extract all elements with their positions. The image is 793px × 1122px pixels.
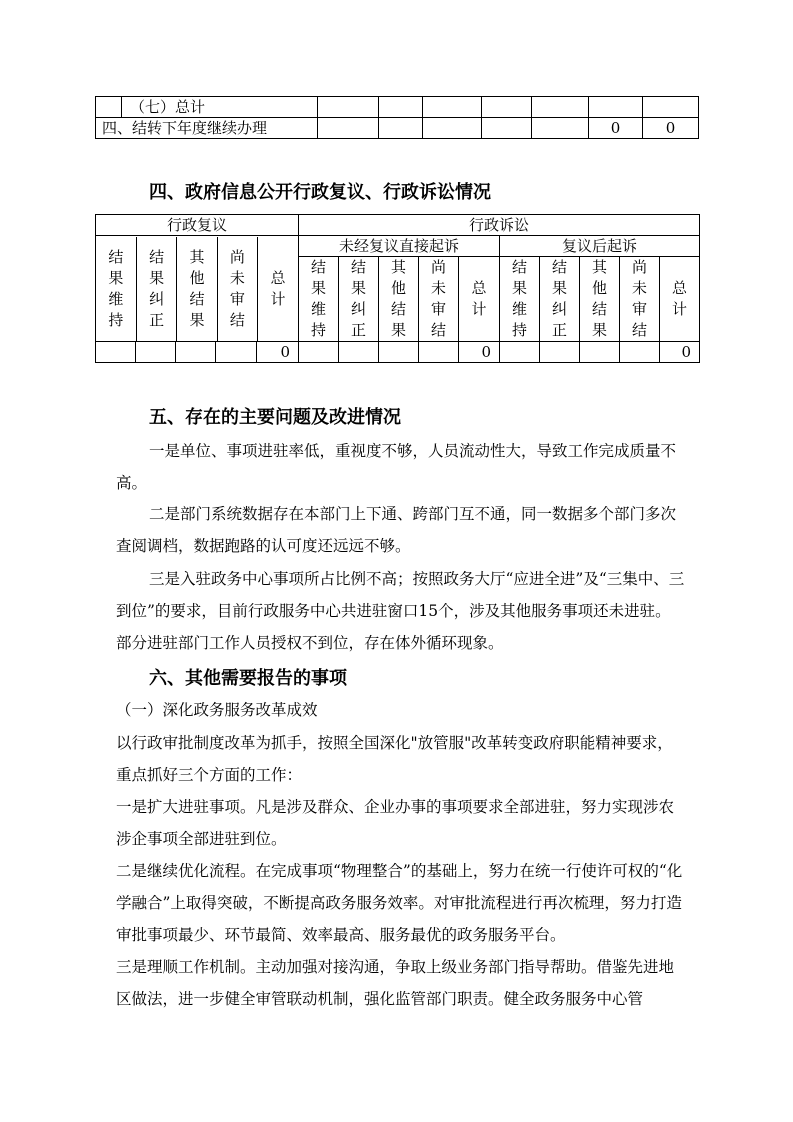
table-row (96, 342, 700, 363)
post-review-suit-header: 复议后起诉 (500, 236, 700, 257)
section-heading: 四、政府信息公开行政复议、行政诉讼情况 (149, 182, 491, 203)
col-header: 其他结果 (390, 258, 406, 339)
col-header: 结果纠正 (149, 247, 165, 329)
row-label: （七）总计 (121, 97, 317, 118)
cell (620, 342, 660, 363)
admin-litigation-header: 行政诉讼 (299, 215, 700, 236)
col-header: 其他结果 (591, 258, 607, 339)
cell (339, 342, 379, 363)
cell: 0 (589, 118, 643, 139)
row-label: 四、结转下年度继续办理 (96, 118, 318, 139)
cell (136, 342, 176, 363)
section-heading: 五、存在的主要问题及改进情况 (149, 407, 401, 428)
col-header: 尚未审结 (631, 258, 647, 339)
paragraph: 三是理顺工作机制。主动加强对接沟通，争取上级业务部门指导帮助。借鉴先进地区做法，进一步健全审管联动机制，强化监管部门职责。健全政务服务中心管 (116, 958, 675, 1008)
cell (378, 97, 423, 118)
col-header: 结果维持 (310, 258, 326, 339)
col-header: 其他结果 (189, 247, 205, 329)
cell (540, 342, 580, 363)
col-header: 结果维持 (511, 258, 527, 339)
cell (317, 97, 378, 118)
summary-table-continuation (95, 96, 699, 139)
cell: 0 (643, 118, 699, 139)
col-header: 总计 (672, 279, 688, 318)
cell (532, 118, 589, 139)
cell (532, 97, 589, 118)
cell (419, 342, 459, 363)
admin-review-header: 行政复议 (96, 215, 299, 236)
col-header: 尚未审结 (430, 258, 446, 339)
table-header-row (96, 236, 700, 257)
review-litigation-table (95, 214, 700, 363)
cell (216, 342, 257, 363)
cell (423, 118, 482, 139)
cell (500, 342, 540, 363)
cell (176, 342, 216, 363)
paragraph: 二是继续优化流程。在完成事项“物理整合”的基础上，努力在统一行使许可权的“化学融合”上取得突破，不断提高政务服务效率。对审批流程进行再次梳理，努力打造审批事项最少、环节最简、效率最高、服务最优的政务服务平台。 (116, 862, 683, 944)
cell (378, 118, 423, 139)
cell (299, 342, 339, 363)
cell (96, 342, 136, 363)
paragraph: 以行政审批制度改革为抓手，按照全国深化"放管服"改革转变政府职能精神要求，重点抓好三个方面的工作： (116, 734, 673, 784)
table-row (96, 118, 699, 139)
paragraph: 一是扩大进驻事项。凡是涉及群众、企业办事的事项要求全部进驻，努力实现涉农涉企事项全部进驻到位。 (116, 798, 675, 848)
cell (423, 97, 482, 118)
cell: 0 (257, 342, 299, 363)
table-row (96, 97, 699, 118)
col-header: 尚未审结 (229, 247, 245, 329)
section-heading: 六、其他需要报告的事项 (149, 668, 347, 689)
cell (482, 118, 532, 139)
paragraph: 二是部门系统数据存在本部门上下通、跨部门互不通，同一数据多个部门多次查阅调档，数据跑路的认可度还远远不够。 (116, 505, 677, 555)
col-header: 总计 (270, 268, 286, 308)
paragraph: 一是单位、事项进驻率低，重视度不够，人员流动性大，导致工作完成质量不高。 (116, 442, 677, 492)
col-header: 总计 (471, 279, 487, 318)
col-header: 结果纠正 (350, 258, 366, 339)
paragraph: 三是入驻政务中心事项所占比例不高；按照政务大厅“应进全进”及“三集中、三到位”的要求，目前行政服务中心共进驻窗口15个，涉及其他服务事项还未进驻。部分进驻部门工作人员授权不到位，存在体外循环现象。 (116, 570, 685, 652)
cell (482, 97, 532, 118)
cell (379, 342, 419, 363)
col-header: 结果维持 (108, 247, 124, 329)
cell (589, 97, 643, 118)
cell (580, 342, 620, 363)
cell (317, 118, 378, 139)
cell (643, 97, 699, 118)
direct-suit-header: 未经复议直接起诉 (299, 236, 500, 257)
cell: 0 (660, 342, 700, 363)
subheading: （一）深化政务服务改革成效 (116, 701, 318, 719)
table-header-row (96, 215, 700, 236)
cell: 0 (459, 342, 500, 363)
col-header: 结果纠正 (551, 258, 567, 339)
